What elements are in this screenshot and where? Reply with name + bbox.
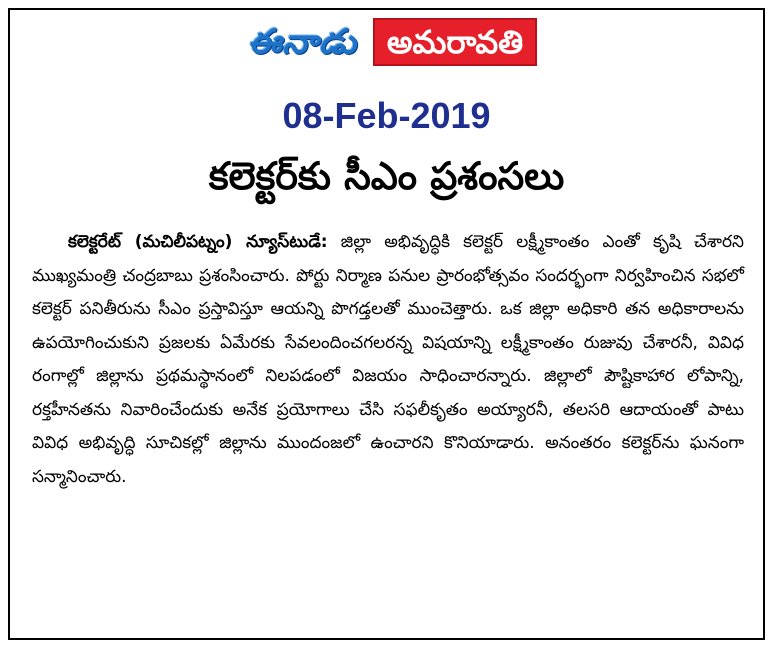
- article-body: [32, 226, 744, 494]
- news-clipping: [8, 8, 765, 640]
- article-text: జిల్లా అభివృద్ధికి కలెక్టర్‌ లక్ష్మీకాంతం ఎంతో కృషి చేశారని ముఖ్యమంత్రి చంద్రబాబు ప్రశంసించారు. పోర్టు నిర్మాణ పనుల ప్రారంభోత్సవం సందర్భంగా నిర్వహించిన సభలో కలెక్టర్‌ పనితీరును సీఎం ప్రస్తావిస్తూ ఆయన్ని పొగడ్తలతో ముంచెత్తారు. ఒక జిల్లా అధికారి తన అధికారాలను ఉపయోగించుకుని ప్రజలకు ఏమేరకు సేవలందించగలరన్న విషయాన్ని లక్ష్మీకాంతం రుజువు చేశారనీ, వివిధ రంగాల్లో జిల్లాను ప్రథమస్థానంలో నిలపడంలో విజయం సాధించారన్నారు. జిల్లాలో పౌష్టికాహార లోపాన్ని, రక్తహీనతను నివారించేందుకు అనేక ప్రయోగాలు చేసి సఫలీకృతం అయ్యారనీ, తలసరి ఆదాయంతో పాటు వివిధ అభివృద్ధి సూచికల్లో జిల్లాను ముందంజలో ఉంచారని కొనియాడారు. అనంతరం కలెక్టర్‌ను ఘనంగా సన్మానించారు.: [32, 232, 744, 487]
- article-dateline: కలెక్టరేట్‌ (మచిలీపట్నం) న్యూస్‌టుడే:: [68, 232, 328, 252]
- publication-date: 08-Feb-2019: [282, 95, 491, 136]
- masthead: [10, 18, 763, 66]
- eenadu-logo: ఈనాడు: [236, 18, 369, 66]
- amaravati-edition-logo: అమరావతి: [373, 18, 537, 66]
- headline: కలెక్టర్‌కు సీఎం ప్రశంసలు: [208, 154, 565, 198]
